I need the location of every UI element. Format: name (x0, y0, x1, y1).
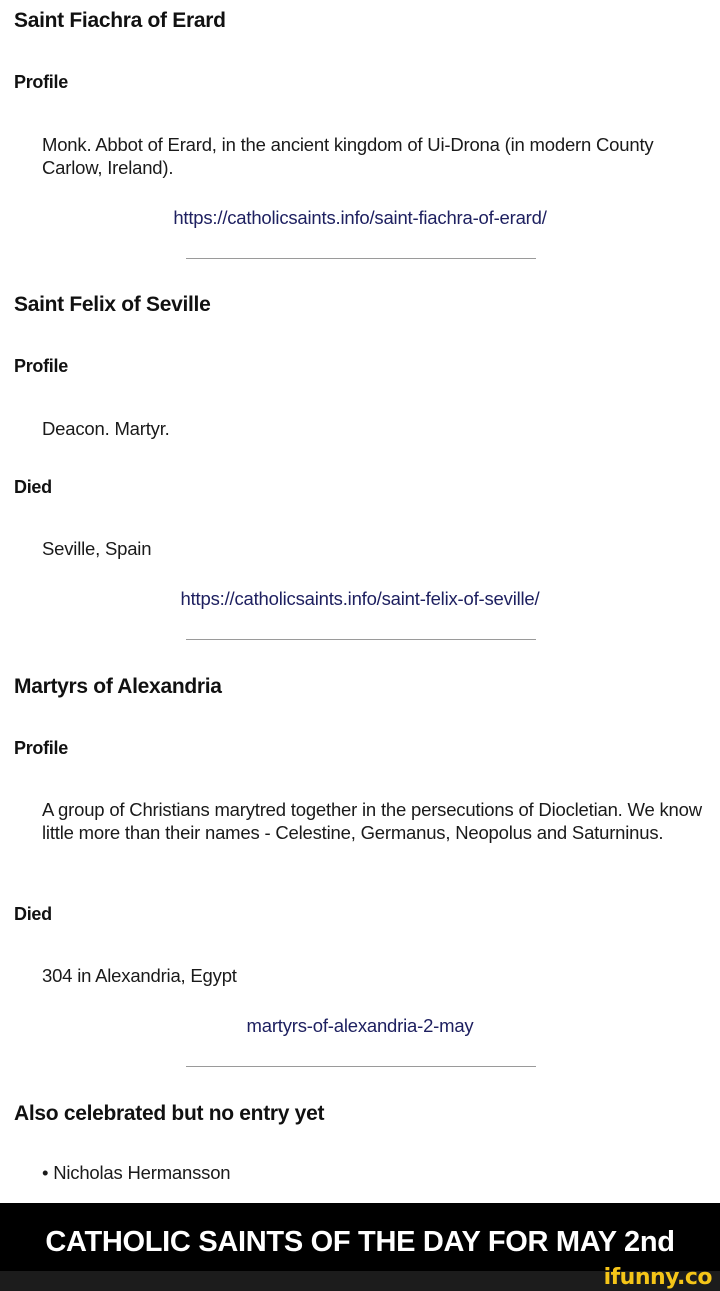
watermark-logo (604, 1265, 712, 1290)
divider (186, 1066, 536, 1067)
profile-label: Profile (14, 738, 68, 758)
entry-title: Saint Fiachra of Erard (14, 9, 226, 32)
list-item: • Nicholas Hermansson (42, 1162, 231, 1183)
watermark-text: ifunny.co (603, 1265, 712, 1290)
died-label: Died (14, 477, 52, 497)
section-title: Also celebrated but no entry yet (14, 1102, 325, 1125)
caption-banner: CATHOLIC SAINTS OF THE DAY FOR MAY 2nd (0, 1203, 720, 1271)
divider (186, 639, 536, 640)
divider (186, 258, 536, 259)
entry-link[interactable]: martyrs-of-alexandria-2-may (246, 1015, 474, 1036)
entry-link[interactable]: https://catholicsaints.info/saint-felix-of-seville/ (180, 588, 540, 609)
profile-text: Deacon. Martyr. (42, 418, 170, 439)
profile-text: A group of Christians marytred together in the persecutions of Diocletian. We know little more than their names - Celestine, Germanus, Neopolus and Saturninus. (42, 799, 702, 843)
entry-link[interactable]: https://catholicsaints.info/saint-fiachra-of-erard/ (173, 207, 547, 228)
profile-text: Monk. Abbot of Erard, in the ancient kingdom of Ui-Drona (in modern County Carlow, Ireland). (42, 134, 654, 178)
died-label: Died (14, 904, 52, 924)
died-text: Seville, Spain (42, 538, 152, 559)
entry-title: Saint Felix of Seville (14, 293, 211, 316)
entry-title: Martyrs of Alexandria (14, 675, 222, 698)
died-text: 304 in Alexandria, Egypt (42, 965, 237, 986)
profile-label: Profile (14, 72, 68, 92)
profile-label: Profile (14, 356, 68, 376)
